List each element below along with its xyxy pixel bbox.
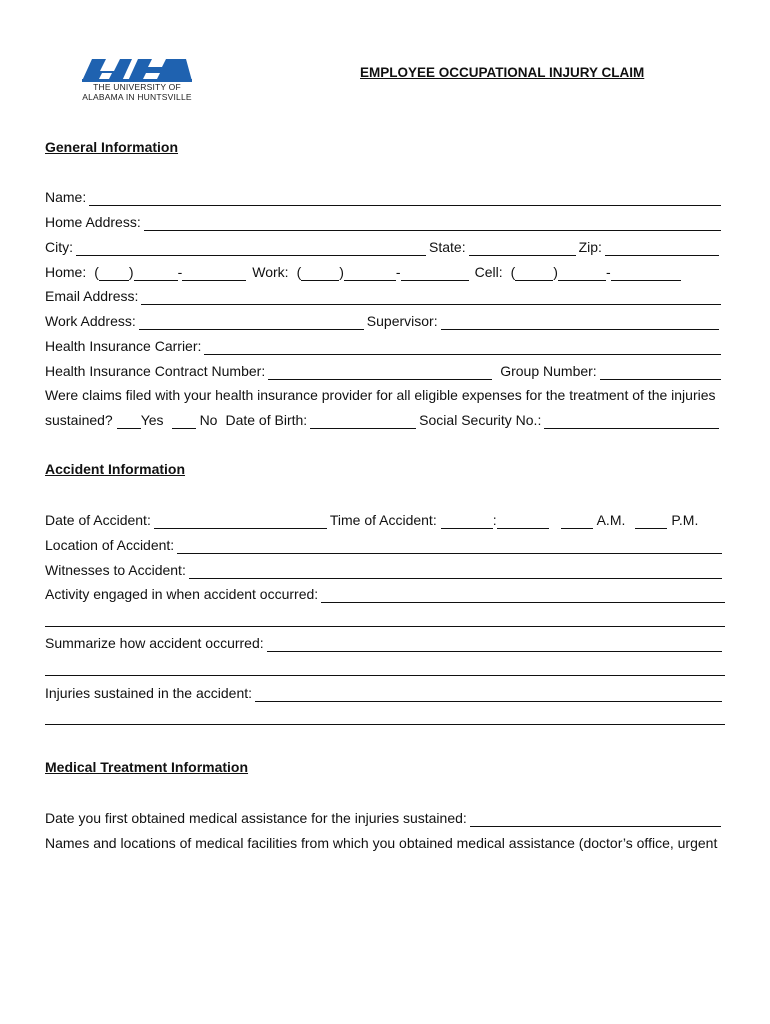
carrier-field[interactable] xyxy=(204,340,721,355)
injuries-label: Injuries sustained in the accident: xyxy=(45,685,253,701)
sustained-label: sustained? xyxy=(45,412,113,428)
contract-field[interactable] xyxy=(268,365,492,380)
witnesses-label: Witnesses to Accident: xyxy=(45,562,186,578)
work-address-label: Work Address: xyxy=(45,313,136,329)
activity-label: Activity engaged in when accident occurred: xyxy=(45,586,319,602)
group-field[interactable] xyxy=(600,365,721,380)
home-dash: - xyxy=(177,264,183,280)
email-row xyxy=(45,287,724,305)
first-medical-date-label: Date you first obtained medical assistance for the injuries sustained: xyxy=(45,810,467,826)
home-address-field[interactable] xyxy=(144,216,721,231)
cell-paren-open: ( xyxy=(510,264,516,280)
work-prefix-field[interactable] xyxy=(344,266,396,281)
accident-date-row xyxy=(45,511,698,529)
ssn-label: Social Security No.: xyxy=(419,412,542,428)
accident-date-field[interactable] xyxy=(154,514,327,529)
cell-area-code-field[interactable] xyxy=(515,266,553,281)
home-number-field[interactable] xyxy=(182,266,246,281)
carrier-label: Health Insurance Carrier: xyxy=(45,338,202,354)
home-paren-close: ) xyxy=(128,264,134,280)
general-information-heading: General Information xyxy=(45,139,179,155)
work-area-code-field[interactable] xyxy=(301,266,339,281)
home-address-label: Home Address: xyxy=(45,214,141,230)
name-row xyxy=(45,188,724,206)
accident-information-heading: Accident Information xyxy=(45,461,186,477)
phones-row xyxy=(45,263,681,281)
activity-field[interactable] xyxy=(321,588,725,603)
cell-phone-label: Cell: xyxy=(474,264,503,280)
home-address-row xyxy=(45,213,724,231)
cell-dash: - xyxy=(605,264,611,280)
medical-information-heading: Medical Treatment Information xyxy=(45,759,249,775)
first-medical-date-row xyxy=(45,809,724,827)
pm-field[interactable] xyxy=(635,514,667,529)
dob-field[interactable] xyxy=(310,414,416,429)
claims-question: Were claims filed with your health insurance provider for all eligible expenses for the treatment of the injuries xyxy=(45,387,716,403)
work-paren-close: ) xyxy=(339,264,344,280)
work-address-row xyxy=(45,312,722,330)
accident-date-label: Date of Accident: xyxy=(45,512,151,528)
accident-hour-field[interactable] xyxy=(441,514,493,529)
group-label: Group Number: xyxy=(500,363,597,379)
name-label: Name: xyxy=(45,189,87,205)
witnesses-field[interactable] xyxy=(189,564,722,579)
contract-label: Health Insurance Contract Number: xyxy=(45,363,266,379)
summary-label: Summarize how accident occurred: xyxy=(45,635,264,651)
am-label: A.M. xyxy=(596,512,626,528)
carrier-row xyxy=(45,337,724,355)
claims-answer-row xyxy=(45,411,722,429)
logo-line-1: THE UNIVERSITY OF xyxy=(93,82,181,92)
contract-row xyxy=(45,362,724,380)
location-field[interactable] xyxy=(177,539,722,554)
first-medical-date-field[interactable] xyxy=(470,812,721,827)
work-address-field[interactable] xyxy=(139,315,364,330)
ssn-field[interactable] xyxy=(544,414,719,429)
am-field[interactable] xyxy=(561,514,593,529)
medical-facilities-prompt: Names and locations of medical facilities from which you obtained medical assistance (doctor’s office, urgent xyxy=(45,835,718,851)
activity-row xyxy=(45,585,728,603)
logo-line-2: ALABAMA IN HUNTSVILLE xyxy=(82,91,192,102)
summary-field[interactable] xyxy=(267,637,722,652)
no-label: No xyxy=(199,412,218,428)
email-field[interactable] xyxy=(141,290,721,305)
witnesses-row xyxy=(45,561,725,579)
supervisor-label: Supervisor: xyxy=(366,313,438,329)
city-field[interactable] xyxy=(76,241,426,256)
location-row xyxy=(45,536,725,554)
summary-row xyxy=(45,634,725,652)
work-paren-open: ( xyxy=(296,264,302,280)
no-field[interactable] xyxy=(172,414,196,429)
activity-field-line-2[interactable] xyxy=(45,626,725,627)
city-label: City: xyxy=(45,239,73,255)
injuries-field-line-2[interactable] xyxy=(45,724,725,725)
work-number-field[interactable] xyxy=(401,266,469,281)
home-prefix-field[interactable] xyxy=(134,266,178,281)
zip-field[interactable] xyxy=(605,241,719,256)
state-label: State: xyxy=(429,239,466,255)
zip-label: Zip: xyxy=(578,239,602,255)
injuries-field[interactable] xyxy=(255,687,722,702)
accident-time-label: Time of Accident: xyxy=(329,512,437,528)
email-label: Email Address: xyxy=(45,288,139,304)
logo-text xyxy=(62,83,212,102)
accident-minute-field[interactable] xyxy=(497,514,549,529)
dob-label: Date of Birth: xyxy=(225,412,308,428)
state-field[interactable] xyxy=(469,241,576,256)
time-colon: : xyxy=(492,512,497,528)
work-dash: - xyxy=(395,264,401,280)
pm-label: P.M. xyxy=(671,512,699,528)
injuries-row xyxy=(45,684,725,702)
cell-number-field[interactable] xyxy=(611,266,681,281)
home-area-code-field[interactable] xyxy=(99,266,129,281)
work-phone-label: Work: xyxy=(252,264,289,280)
city-state-zip-row xyxy=(45,238,722,256)
home-paren-open: ( xyxy=(94,264,99,280)
home-phone-label: Home: xyxy=(45,264,87,280)
location-label: Location of Accident: xyxy=(45,537,175,553)
supervisor-field[interactable] xyxy=(441,315,719,330)
yes-field[interactable] xyxy=(117,414,141,429)
cell-prefix-field[interactable] xyxy=(558,266,606,281)
document-title: EMPLOYEE OCCUPATIONAL INJURY CLAIM xyxy=(360,65,645,80)
name-field[interactable] xyxy=(89,191,721,206)
summary-field-line-2[interactable] xyxy=(45,675,725,676)
cell-paren-close: ) xyxy=(553,264,558,280)
yes-label: Yes xyxy=(140,412,164,428)
